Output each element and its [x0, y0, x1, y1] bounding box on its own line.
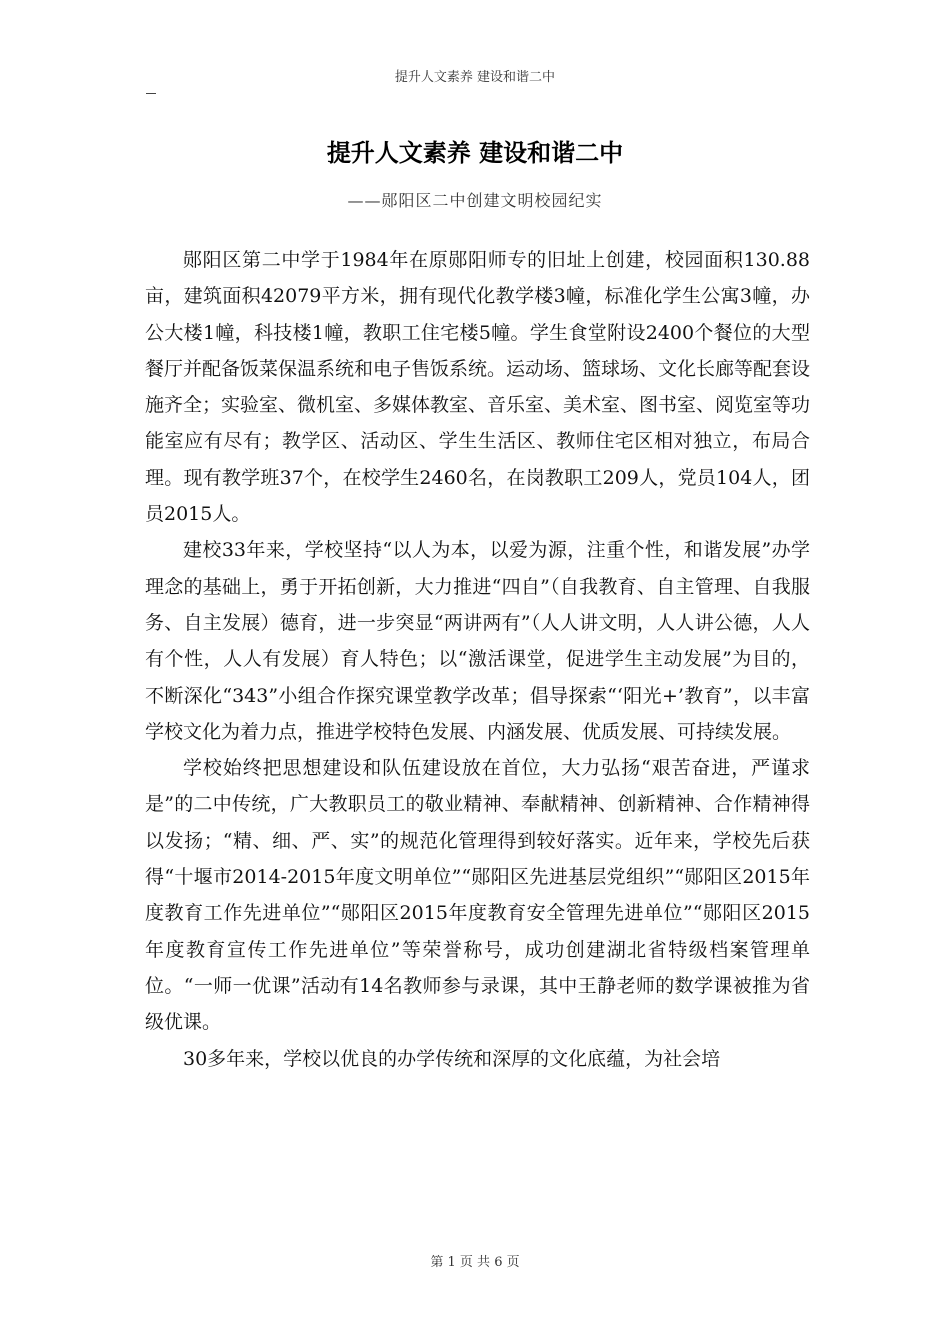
document-body — [145, 242, 810, 1077]
paragraph: 30多年来，学校以优良的办学传统和深厚的文化底蕴，为社会培 — [183, 1047, 721, 1070]
header-rule — [146, 93, 156, 94]
paragraph: 郧阳区第二中学于1984年在原郧阳师专的旧址上创建，校园面积130.88亩，建筑面积42079平方米，拥有现代化教学楼3幢，标准化学生公寓3幢，办公大楼1幢，科技楼1幢，教职工住宅楼5幢。学生食堂附设2400个餐位的大型餐厅并配备饭菜保温系统和电子售饭系统。运动场、篮球场、文化长廊等配套设施齐全；实验室、微机室、多媒体教室、音乐室、美术室、图书室、阅览室等功能室应有尽有；教学区、活动区、学生生活区、教师住宅区相对独立，布局合理。现有教学班37个，在校学生2460名，在岗教职工209人，党员104人，团员2015人。 — [145, 249, 811, 526]
document-title: 提升人文素养 建设和谐二中 — [326, 138, 624, 167]
paragraph: 学校始终把思想建设和队伍建设放在首位，大力弘扬“艰苦奋进，严谨求是”的二中传统，广大教职员工的敬业精神、奉献精神、创新精神、合作精神得以发扬；“精、细、严、实”的规范化管理得到较好落实。近年来，学校先后获得“十堰市2014-2015年度文明单位”“郧阳区先进基层党组织”“郧阳区2015年度教育工作先进单位”“郧阳区2015年度教育安全管理先进单位”“郧阳区2015年度教育宣传工作先进单位”等荣誉称号，成功创建湖北省特级档案管理单位。“一师一优课”活动有14名教师参与录课，其中王静老师的数学课被推为省级优课。 — [145, 757, 810, 1034]
page-header: 提升人文素养 建设和谐二中 — [394, 70, 556, 85]
page-footer: 第 1 页 共 6 页 — [430, 1255, 520, 1270]
paragraph: 建校33年来，学校坚持“以人为本，以爱为源，注重个性，和谐发展”办学理念的基础上，勇于开拓创新，大力推进“四自”（自我教育、自主管理、自我服务、自主发展）德育，进一步突显“两讲两有”（人人讲文明，人人讲公德，人人有个性，人人有发展）育人特色；以“激活课堂，促进学生主动发展”为目的，不断深化“343”小组合作探究课堂教学改革；倡导探索“‘阳光+’教育”，以丰富学校文化为着力点，推进学校特色发展、内涵发展、优质发展、可持续发展。 — [145, 539, 810, 743]
document-subtitle: ——郧阳区二中创建文明校园纪实 — [347, 191, 603, 210]
